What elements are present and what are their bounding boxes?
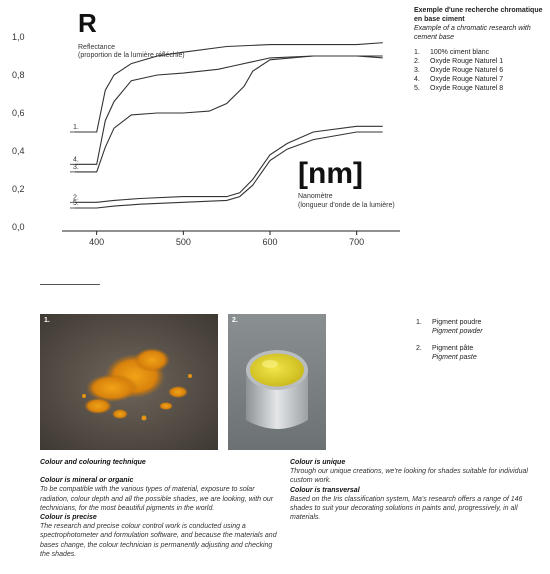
caption-number: 2.: [416, 345, 422, 352]
caption-french: Pigment pâte: [432, 345, 474, 352]
pigment-paste-photo: [228, 314, 326, 450]
y-tick-label: 1,0: [12, 32, 25, 42]
series-label: 1.: [73, 124, 79, 131]
legend-item-number: 2.: [414, 58, 420, 65]
y-tick-label: 0,0: [12, 222, 25, 232]
chart-legend: [414, 6, 549, 93]
series-line: [75, 56, 383, 172]
y-tick-label: 0,2: [12, 184, 25, 194]
caption-english: Pigment powder: [432, 328, 483, 335]
y-tick-label: 0,6: [12, 108, 25, 118]
legend-item-label: 100% ciment blanc: [430, 49, 490, 56]
series-label: 2.: [73, 194, 79, 202]
legend-item: [414, 75, 549, 84]
series-line: [75, 56, 383, 164]
x-axis-sublabel: (longueur d'onde de la lumière): [298, 202, 395, 209]
paragraph-transversal: Based on the Iris classification system, Ma's research offers a range of 146 shades to suit your decorating solutions in paints and, progressively, in all materials.: [290, 495, 523, 522]
series-label: 5.: [73, 200, 79, 207]
x-axis-label: Nanomètre: [298, 193, 333, 200]
legend-item: [414, 57, 549, 66]
paragraph-unique: Through our unique creations, we're looking for shades suitable for individual custom work.: [290, 468, 528, 485]
subheading-mineral-organic: Colour is mineral or organic: [40, 477, 134, 485]
reflectance-chart: [0, 0, 410, 260]
series-label: 3.: [73, 163, 79, 171]
pigment-powder-photo: [40, 314, 218, 450]
photo-captions: [416, 318, 483, 370]
subheading-transversal: Colour is transversal: [290, 486, 360, 494]
section-heading: Colour and colouring technique: [40, 459, 146, 466]
legend-item-label: Oxyde Rouge Naturel 1: [430, 58, 504, 65]
chart-big-letter: R: [78, 8, 97, 38]
left-text-column: [40, 458, 280, 559]
legend-subtitle: Example of a chromatic research with cement base: [414, 25, 531, 41]
chart-axes: [12, 32, 400, 247]
caption-item: [416, 318, 483, 336]
caption-french: Pigment poudre: [432, 319, 482, 326]
x-tick-label: 700: [349, 237, 365, 247]
paragraph-precise: The research and precise colour control work is conducted using a spectrophotometer and formulation software, and because the materials and bases change, the colour technician is permanently adjusting and checking the shades.: [40, 523, 277, 558]
photo-number: 2.: [232, 317, 238, 324]
photo-number: 1.: [44, 317, 50, 324]
section-divider: [40, 284, 100, 285]
legend-item: [414, 84, 549, 93]
caption-number: 1.: [416, 319, 422, 326]
y-axis-sublabel: (proportion de la lumière réfléchie): [78, 52, 185, 59]
y-tick-label: 0,4: [12, 146, 25, 156]
y-tick-label: 0,8: [12, 70, 25, 80]
chart-unit-label: [nm]: [298, 157, 363, 190]
pigment-powder-image: [40, 314, 218, 450]
legend-item: [414, 66, 549, 75]
x-tick-label: 500: [175, 237, 191, 247]
paragraph-mineral-organic: To be compatible with the various types of material, exposure to solar radiation, colour depth and all the possible shades, we are looking, with our technicians, for the most beautiful pigments in the world.: [40, 486, 274, 512]
legend-item-label: Oxyde Rouge Naturel 7: [430, 76, 504, 83]
y-axis-label: Reflectance: [78, 44, 115, 51]
legend-item: [414, 48, 549, 57]
subheading-unique: Colour is unique: [290, 459, 346, 466]
pigment-paste-image: [228, 314, 326, 450]
legend-item-number: 4.: [414, 76, 420, 83]
legend-item-label: Oxyde Rouge Naturel 8: [430, 85, 504, 92]
legend-item-number: 5.: [414, 85, 420, 92]
legend-item-number: 1.: [414, 49, 420, 56]
legend-item-label: Oxyde Rouge Naturel 6: [430, 67, 504, 74]
legend-title: Exemple d'une recherche chromatique en base ciment: [414, 7, 543, 23]
series-label: 4.: [73, 156, 79, 164]
subheading-precise: Colour is precise: [40, 514, 97, 522]
x-tick-label: 400: [89, 237, 105, 247]
caption-item: [416, 344, 483, 362]
right-text-column: [290, 458, 545, 522]
caption-english: Pigment paste: [432, 354, 477, 361]
x-tick-label: 600: [262, 237, 278, 247]
legend-item-number: 3.: [414, 67, 420, 74]
